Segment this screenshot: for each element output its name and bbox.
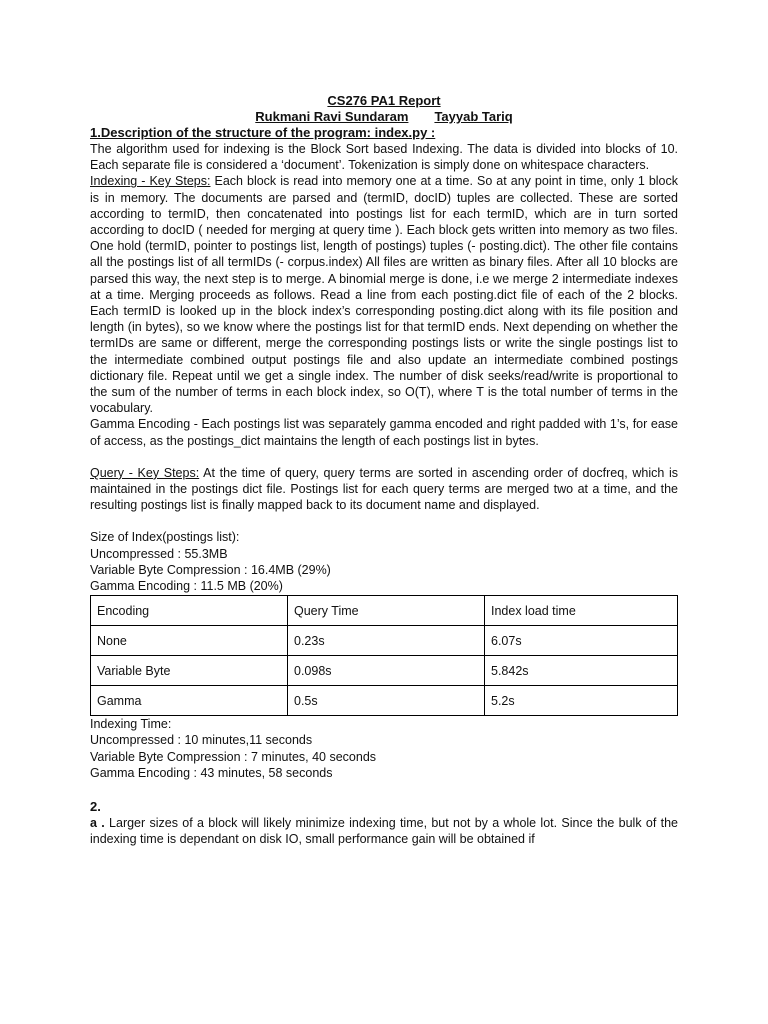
section-2-heading: 2. (90, 799, 101, 815)
intro-paragraph: The algorithm used for indexing is the Block Sort based Indexing. The data is divided into blocks of 10. Each separate file is considered a ‘document’. Tokenization is simply done on whitespace characters. (90, 142, 678, 173)
time-heading: Indexing Time: (90, 717, 172, 732)
table-cell: 6.07s (485, 626, 678, 656)
table-cell: 0.098s (288, 656, 485, 686)
answer-a-paragraph: a . Larger sizes of a block will likely minimize indexing time, but not by a whole lot. Since the bulk of the indexing time is dependant on disk IO, small performance gain will be obtained if (90, 816, 678, 847)
author-name: Tayyab Tariq (434, 109, 513, 124)
table-cell: 5.2s (485, 686, 678, 716)
size-line: Uncompressed : 55.3MB (90, 546, 228, 561)
table-row (91, 626, 678, 656)
table-cell: 0.5s (288, 686, 485, 716)
section-1-heading: 1.Description of the structure of the program: index.py : (90, 125, 436, 140)
size-heading: Size of Index(postings list): (90, 530, 240, 545)
gamma-paragraph: Gamma Encoding - Each postings list was separately gamma encoded and right padded with 1’s, for ease of access, as the postings_dict maintains the length of each postings list in bytes. (90, 417, 678, 448)
table-cell: Variable Byte (91, 656, 288, 686)
table-cell: Gamma (91, 686, 288, 716)
table-row (91, 656, 678, 686)
table-cell: None (91, 626, 288, 656)
report-title: CS276 PA1 Report (327, 93, 441, 108)
author-name: Rukmani Ravi Sundaram (255, 109, 409, 124)
table-header-cell: Index load time (485, 596, 678, 626)
results-table (90, 595, 678, 716)
time-line: Uncompressed : 10 minutes,11 seconds (90, 733, 313, 748)
authors-line (90, 109, 678, 125)
table-header-row (91, 596, 678, 626)
table-row (91, 686, 678, 716)
table-cell: 5.842s (485, 656, 678, 686)
indexing-label: Indexing - Key Steps: (90, 174, 211, 189)
time-line: Variable Byte Compression : 7 minutes, 40 seconds (90, 749, 377, 764)
table-header-cell: Query Time (288, 596, 485, 626)
table-cell: 0.23s (288, 626, 485, 656)
size-line: Gamma Encoding : 11.5 MB (20%) (90, 579, 283, 594)
table-header-cell: Encoding (91, 596, 288, 626)
size-line: Variable Byte Compression : 16.4MB (29%) (90, 562, 331, 577)
query-paragraph: Query - Key Steps: At the time of query, query terms are sorted in ascending order of docfreq, which is maintained in the postings dict file. Postings list for each query terms are merged two at a time, and the resulting postings list is finally mapped back to its document name and displayed. (90, 465, 678, 513)
time-line: Gamma Encoding : 43 minutes, 58 seconds (90, 765, 333, 780)
answer-a-label: a . (90, 816, 105, 831)
document-body (90, 93, 678, 848)
query-label: Query - Key Steps: (90, 465, 200, 480)
indexing-paragraph: Indexing - Key Steps: Each block is read into memory one at a time. So at any point in time, only 1 block is in memory. The documents are parsed and (termID, docID) tuples are collected. These are sorted according to termID, then concatenated into postings list for each termID, which are in turn sorted according to docID ( needed for merging at query time ). Each block gets written into memory as two files. One hold (termID, pointer to postings list, length of postings) tuples (- posting.dict). The other file contains all the postings list of all termIDs (- corpus.index) All files are written as binary files. After all 10 blocks are parsed this way, the next step is to merge. A binomial merge is done, i.e we merge 2 intermediate indexes at a time. Merging proceeds as follows. Read a line from each posting.dict file of each of the 2 blocks. Each termID is looked up in the block index’s corresponding posting.dict along with its file position and length (in bytes), so we know where the postings list for that termID ends. Next depending on whether the termIDs are same or different, merge the corresponding postings lists or write the single postings list to the intermediate combined output postings file and also update an intermediate combined postings dictionary file. Repeat until we get a single index. The number of disk seeks/read/write is proportional to the sum of the number of terms in each block index, so O(T), where T is the total number of terms in the vocabulary. (90, 174, 679, 416)
